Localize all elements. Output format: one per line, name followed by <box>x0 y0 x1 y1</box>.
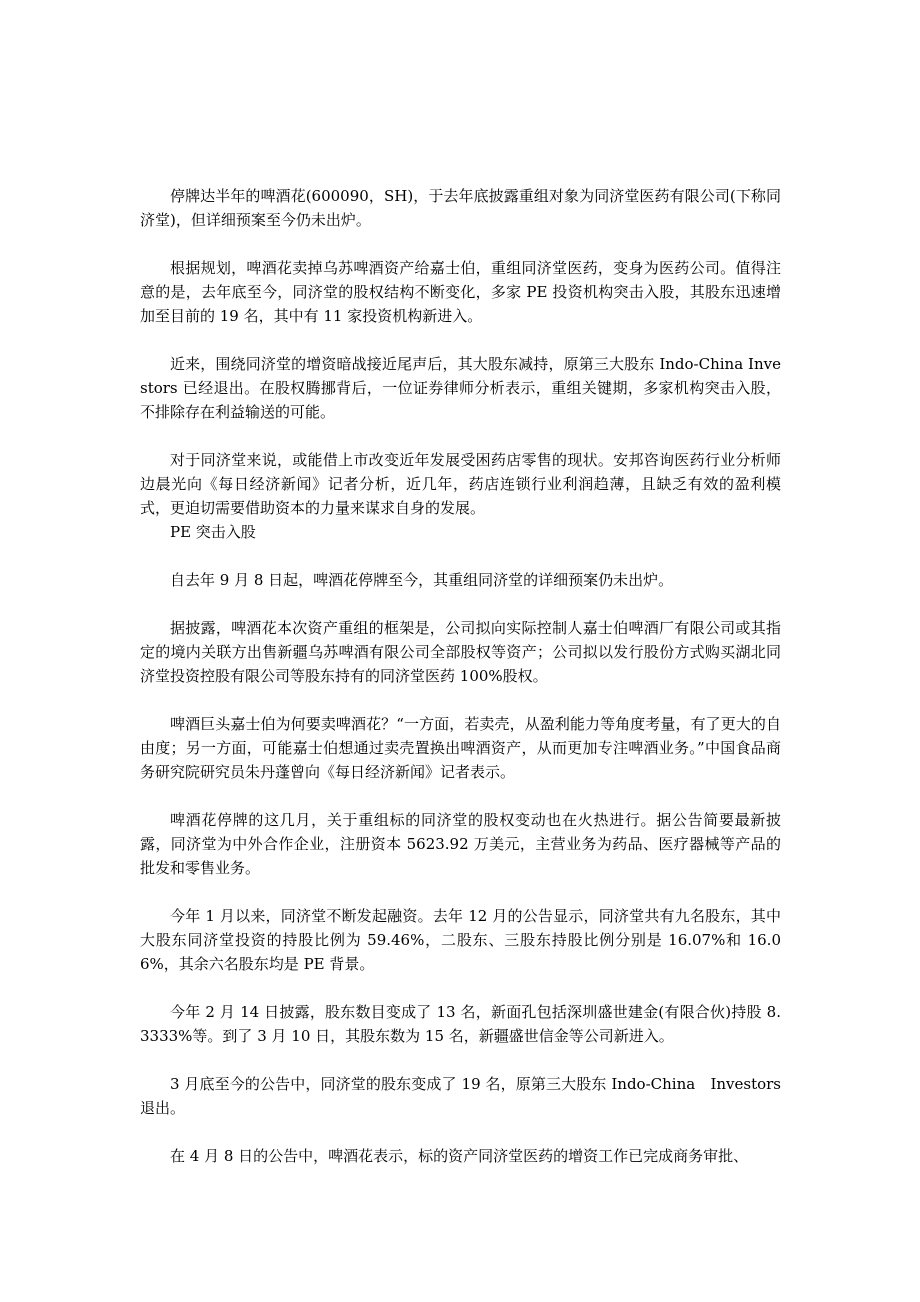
section-heading: PE 突击入股 <box>170 523 256 541</box>
paragraph-3: 近来，围绕同济堂的增资暗战接近尾声后，其大股东减持，原第三大股东 Indo-China Investors 已经退出。在股权腾挪背后，一位证券律师分析表示，重组关键期，多家机构突击入股，不排除存在利益输送的可能。 <box>140 355 781 421</box>
paragraph-7: 啤酒巨头嘉士伯为何要卖啤酒花？“一方面，若卖壳，从盈利能力等角度考量，有了更大的自由度；另一方面，可能嘉士伯想通过卖壳置换出啤酒资产，从而更加专注啤酒业务。”中国食品商务研究院研究员朱丹蓬曾向《每日经济新闻》记者表示。 <box>140 715 781 781</box>
paragraph-1: 停牌达半年的啤酒花(600090，SH)，于去年底披露重组对象为同济堂医药有限公司(下称同济堂)，但详细预案至今仍未出炉。 <box>140 187 781 229</box>
paragraph-9: 今年 1 月以来，同济堂不断发起融资。去年 12 月的公告显示，同济堂共有九名股东，其中大股东同济堂投资的持股比例为 59.46%，二股东、三股东持股比例分别是 16.07%和 16.06%，其余六名股东均是 PE 背景。 <box>140 907 781 973</box>
paragraph-11: 3 月底至今的公告中，同济堂的股东变成了 19 名，原第三大股东 Indo-China Investors 退出。 <box>140 1075 781 1117</box>
paragraph-6: 据披露，啤酒花本次资产重组的框架是，公司拟向实际控制人嘉士伯啤酒厂有限公司或其指定的境内关联方出售新疆乌苏啤酒有限公司全部股权等资产；公司拟以发行股份方式购买湖北同济堂投资控股有限公司等股东持有的同济堂医药 100%股权。 <box>140 619 781 685</box>
paragraph-12: 在 4 月 8 日的公告中，啤酒花表示，标的资产同济堂医药的增资工作已完成商务审批、 <box>170 1147 749 1165</box>
paragraph-8: 啤酒花停牌的这几月，关于重组标的同济堂的股权变动也在火热进行。据公告简要最新披露，同济堂为中外合作企业，注册资本 5623.92 万美元，主营业务为药品、医疗器械等产品的批发和零售业务。 <box>140 811 781 877</box>
article-body <box>140 184 781 1168</box>
paragraph-2: 根据规划，啤酒花卖掉乌苏啤酒资产给嘉士伯，重组同济堂医药，变身为医药公司。值得注意的是，去年底至今，同济堂的股权结构不断变化，多家 PE 投资机构突击入股，其股东迅速增加至目前的 19 名，其中有 11 家投资机构新进入。 <box>140 259 781 325</box>
paragraph-5: 自去年 9 月 8 日起，啤酒花停牌至今，其重组同济堂的详细预案仍未出炉。 <box>170 571 674 589</box>
paragraph-4: 对于同济堂来说，或能借上市改变近年发展受困药店零售的现状。安邦咨询医药行业分析师边晨光向《每日经济新闻》记者分析，近几年，药店连锁行业利润趋薄，且缺乏有效的盈利模式，更迫切需要借助资本的力量来谋求自身的发展。 <box>140 451 781 517</box>
paragraph-10: 今年 2 月 14 日披露，股东数目变成了 13 名，新面孔包括深圳盛世建金(有限合伙)持股 8.3333%等。到了 3 月 10 日，其股东数为 15 名，新疆盛世信金等公司新进入。 <box>140 1003 781 1045</box>
